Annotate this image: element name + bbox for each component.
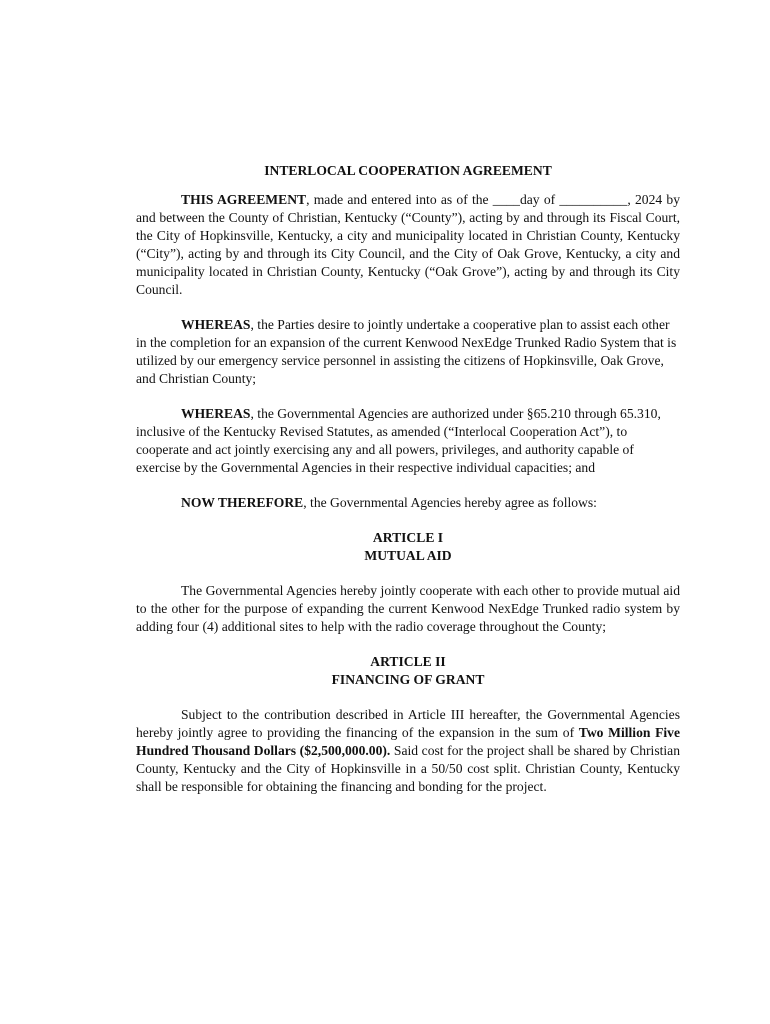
article-1-heading [136, 529, 680, 565]
article-1-title: MUTUAL AID [364, 548, 452, 563]
article-1-number: ARTICLE I [372, 530, 444, 545]
article-2-body-after: Said cost for the project shall be shared by Christian County, Kentucky and the City of Hopkinsville in a 50/50 cost split. Christian County, Kentucky shall be responsible for obtaining the financing and bonding for the project. [136, 743, 680, 794]
document-title: INTERLOCAL COOPERATION AGREEMENT [264, 163, 552, 178]
whereas-2-text: , the Governmental Agencies are authorized under §65.210 through 65.310, inclusive of the Kentucky Revised Statutes, as amended (“Interlocal Cooperation Act”), to cooperate and act jointly exercising any and all powers, privileges, and authority capable of exercise by the Governmental Agencies in their respective individual capacities; and [136, 406, 661, 475]
whereas-1-lead: WHEREAS [181, 317, 251, 332]
whereas-2-lead: WHEREAS [181, 406, 251, 421]
now-therefore-paragraph [136, 494, 680, 512]
article-2-title: FINANCING OF GRANT [331, 672, 485, 687]
article-2-amount: Two Million Five Hundred Thousand Dollars ($2,500,000.00). [136, 725, 680, 758]
intro-text: , made and entered into as of the ____day of __________, 2024 by and between the County of Christian, Kentucky (“County”), acting by and through its Fiscal Court, the City of Hopkinsville, Kentucky, a city and municipality located in Christian County, Kentucky (“City”), acting by and through its City Council, and the City of Oak Grove, Kentucky, a city and municipality located in Christian County, Kentucky (“Oak Grove”), acting by and through its City Council. [136, 192, 680, 297]
document-page [136, 162, 680, 813]
whereas-paragraph-2 [136, 405, 680, 477]
article-2-body-before: Subject to the contribution described in Article III hereafter, the Governmental Agencies hereby jointly agree to providing the financing of the expansion in the sum of [136, 707, 680, 740]
intro-paragraph [136, 191, 680, 299]
now-therefore-text: , the Governmental Agencies hereby agree as follows: [303, 495, 597, 510]
intro-lead: THIS AGREEMENT [181, 192, 307, 207]
article-2-heading [136, 653, 680, 689]
now-therefore-lead: NOW THEREFORE [181, 495, 304, 510]
article-2-body [136, 706, 680, 796]
whereas-paragraph-1 [136, 316, 680, 388]
article-1-body: The Governmental Agencies hereby jointly cooperate with each other to provide mutual aid to the other for the purpose of expanding the current Kenwood NexEdge Trunked radio system by adding four (4) additional sites to help with the radio coverage throughout the County; [136, 583, 680, 634]
article-2-number: ARTICLE II [370, 654, 446, 669]
whereas-1-text: , the Parties desire to jointly undertake a cooperative plan to assist each other in the completion for an expansion of the current Kenwood NexEdge Trunked Radio System that is utilized by our emergency service personnel in assisting the citizens of Hopkinsville, Oak Grove, and Christian County; [136, 317, 677, 386]
